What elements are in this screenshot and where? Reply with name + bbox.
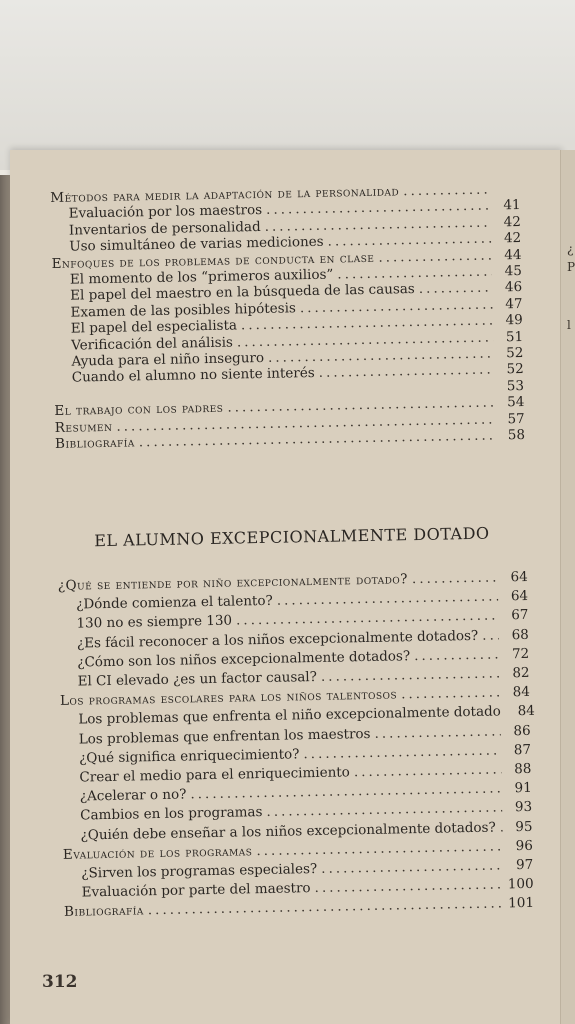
toc-entry-page: 53 [506, 377, 525, 395]
dot-leader [482, 627, 499, 643]
dot-leader [236, 608, 499, 629]
toc-entry-page: 67 [511, 607, 529, 624]
toc-entry-label: Examen de las posibles hipótesis [70, 300, 297, 321]
toc-entry-label: ¿Qué significa enriquecimiento? [78, 746, 300, 767]
toc-entry-page: 57 [507, 410, 525, 427]
toc-entry-page: 51 [505, 328, 524, 345]
toc-entry-page: 86 [513, 722, 531, 739]
background-surface [0, 0, 575, 170]
toc-entry-page: 97 [515, 856, 534, 874]
toc-entry-label: ¿Sirven los programas especiales? [81, 860, 318, 882]
dot-leader [419, 280, 493, 297]
toc-entry-label: Los programas escolares para los niños talentosos [59, 686, 398, 710]
dot-leader [148, 896, 504, 919]
toc-entry-page: 64 [510, 588, 529, 605]
toc-entry-label: ¿Quién debe enseñar a los niños excepcionalmente dotados? [80, 819, 496, 844]
toc-entry-label: Cambios en los programas [80, 804, 263, 824]
toc-entry-label: Bibliografía [54, 434, 135, 452]
toc-entry-label: Evaluación por parte del maestro [81, 880, 311, 901]
toc-entry-label: 130 no es siempre 130 [76, 612, 233, 632]
dot-leader [401, 685, 500, 703]
toc-entry-page: 84 [517, 703, 535, 720]
toc-entry-label: Enfoques de los problemas de conducta en clase [51, 249, 375, 272]
toc-entry-page: 93 [514, 799, 533, 816]
facing-page-fragment: l [567, 318, 571, 332]
toc-entry-label: El trabajo con los padres [54, 399, 224, 420]
toc-entry-page: 68 [511, 626, 529, 643]
dot-leader [321, 665, 500, 684]
toc-entry-label: Los problemas que enfrentan los maestros [78, 725, 371, 748]
toc-entry-page: 100 [507, 876, 534, 893]
toc-entry-label: ¿Cómo son los niños excepcionalmente dotados? [77, 647, 411, 671]
toc-entry-label: Ayuda para el niño inseguro [71, 349, 265, 370]
toc-entry-label: Resumen [54, 418, 113, 436]
toc-entry-page: 82 [512, 664, 530, 682]
toc-entry-page: 46 [504, 279, 523, 296]
dot-leader [303, 742, 501, 762]
toc-entry-page: 87 [513, 741, 532, 758]
toc-entry-label: Uso simultáneo de varias mediciones [69, 233, 324, 255]
dot-leader [500, 819, 503, 835]
toc-entry-label: ¿Acelerar o no? [79, 786, 187, 805]
toc-entry-label: Cuando el alumno no siente interés [71, 365, 315, 387]
facing-page-edge [560, 150, 575, 1024]
toc-entry-page: 101 [508, 895, 535, 912]
toc-entry-label: Bibliografía [63, 902, 144, 921]
toc-entry-label: ¿Es fácil reconocer a los niños excepcionalmente dotados? [76, 627, 479, 652]
toc-entry-label: Inventarios de personalidad [68, 218, 261, 239]
toc-entry-label: ¿Qué se entiende por niño excepcionalmente dotado? [57, 571, 409, 594]
dot-leader [403, 182, 490, 200]
toc-entry-page: 95 [515, 818, 533, 835]
toc-entry-page: 58 [507, 426, 526, 444]
toc-entry-label: Crear el medio para el enriquecimiento [79, 764, 351, 786]
toc-entry-page: 49 [505, 312, 523, 329]
facing-page-fragment: ¿ [567, 242, 574, 256]
dot-leader [354, 761, 502, 780]
toc-entry-page: 45 [504, 262, 522, 280]
dot-leader [374, 723, 500, 741]
dot-leader [190, 781, 502, 803]
toc-entry-label: El CI elevado ¿es un factor causal? [77, 668, 318, 690]
dot-leader [412, 569, 498, 587]
toc-entry-page: 88 [514, 760, 532, 778]
toc-entry-page: 91 [514, 780, 532, 797]
toc-entry-label: El papel del maestro en la búsqueda de las causas [70, 281, 415, 305]
toc-entry-label: ¿Dónde comienza el talento? [76, 592, 273, 613]
dot-leader [321, 857, 503, 876]
chapter-title: EL ALUMNO EXCEPCIONALMENTE DOTADO [94, 523, 490, 551]
toc-entry-label: Verificación del análisis [71, 334, 234, 354]
toc-entry-page: 52 [506, 361, 524, 378]
toc-entry-page: 52 [506, 344, 524, 362]
table-of-contents [50, 171, 546, 1010]
dot-leader [277, 589, 499, 609]
dot-leader [256, 838, 503, 859]
dot-leader [314, 877, 503, 897]
toc-entry-page: 96 [515, 837, 534, 854]
dot-leader [266, 800, 502, 821]
toc-entry-page: 72 [511, 645, 530, 663]
facing-page-fragment: P [567, 260, 575, 274]
toc-entry-label: Evaluación de los programas [62, 843, 253, 863]
toc-entry-page: 64 [510, 568, 528, 586]
toc-entry-label: El papel del especialista [70, 317, 238, 337]
dot-leader [378, 247, 491, 265]
toc-entry-page: 42 [503, 213, 522, 231]
toc-entry-page: 42 [503, 230, 522, 247]
dot-leader [414, 646, 499, 664]
toc-entry-label: Evaluación por los maestros [68, 202, 263, 223]
page-number: 312 [42, 972, 78, 992]
toc-entry-page: 54 [507, 394, 525, 411]
toc-entry-page: 84 [512, 684, 531, 701]
toc-entry-label: Los problemas que enfrenta el niño excepcionalmente dotado [78, 703, 501, 728]
toc-entry-page: 41 [503, 197, 521, 214]
toc-entry-label: Métodos para medir la adaptación de la personalidad [50, 183, 400, 206]
toc-entry-page: 47 [505, 295, 523, 313]
toc-entry-page: 44 [504, 246, 522, 263]
toc-entry-label: El momento de los “primeros auxilios” [69, 266, 334, 288]
